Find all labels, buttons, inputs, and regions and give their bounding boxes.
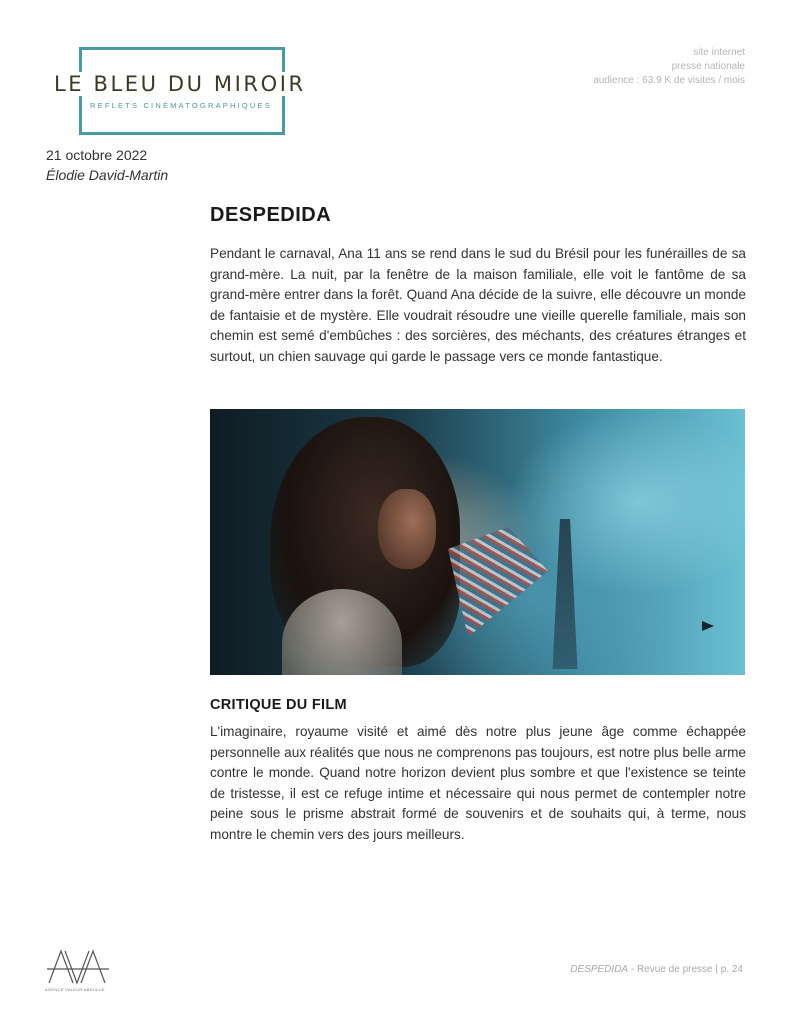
logo-title: LE BLEU DU MIROIR [52, 72, 326, 96]
paper-fan [448, 527, 548, 637]
small-flag [702, 621, 714, 631]
synopsis-text: Pendant le carnaval, Ana 11 ans se rend dans le sud du Brésil pour les funérailles de sa grand-mère. La nuit, par la fenêtre de la maison familiale, elle voit le fantôme de sa grand-mère entrer dans la forêt. Quand Ana décide de la suivre, elle découvre un monde de fantaisie et de mystère. Elle voudrait résoudre une vieille querelle familiale, mais son chemin est semé d'embûches : des sorcières, des méchants, des créatures étranges et surtout, un chien sauvage qui garde le passage vers ce monde fantastique. [210, 246, 746, 364]
wooden-totem [540, 519, 590, 669]
publication-audience: audience : 63.9 K de visites / mois [593, 75, 745, 86]
article-date: 21 octobre 2022 [46, 147, 148, 163]
film-still-image [210, 409, 745, 675]
article-author: Élodie David-Martin [46, 167, 169, 183]
critique-text: L'imaginaire, royaume visité et aimé dès notre plus jeune âge comme échappée personnelle aux réalités que nous ne comprenons pas toujours, est notre plus belle arme contre le monde. Quand notre horizon devient plus sombre et que l'existence se teinte de tristesse, il est ce refuge intime et nécessaire qui nous permet de contempler notre peine sous le prisme abstrait formé de souvenirs et de souhaits qui, à terme, nous montre le chemin vers des jours meilleurs. [210, 724, 746, 842]
publication-scope: presse nationale [671, 61, 745, 72]
publication-meta [593, 46, 745, 88]
agency-name: AGENCE VALEUR ABSOLUE [45, 987, 105, 992]
logo-subtitle: REFLETS CINÉMATOGRAPHIQUES [90, 101, 272, 110]
page-footer [570, 964, 743, 975]
girl-face [378, 489, 436, 569]
publication-type: site internet [693, 47, 745, 58]
film-title: DESPEDIDA [210, 204, 332, 226]
footer-page-label: - Revue de presse | p. 24 [628, 964, 743, 975]
critique-heading: CRITIQUE DU FILM [210, 697, 347, 713]
footer-film-title: DESPEDIDA [570, 964, 629, 975]
